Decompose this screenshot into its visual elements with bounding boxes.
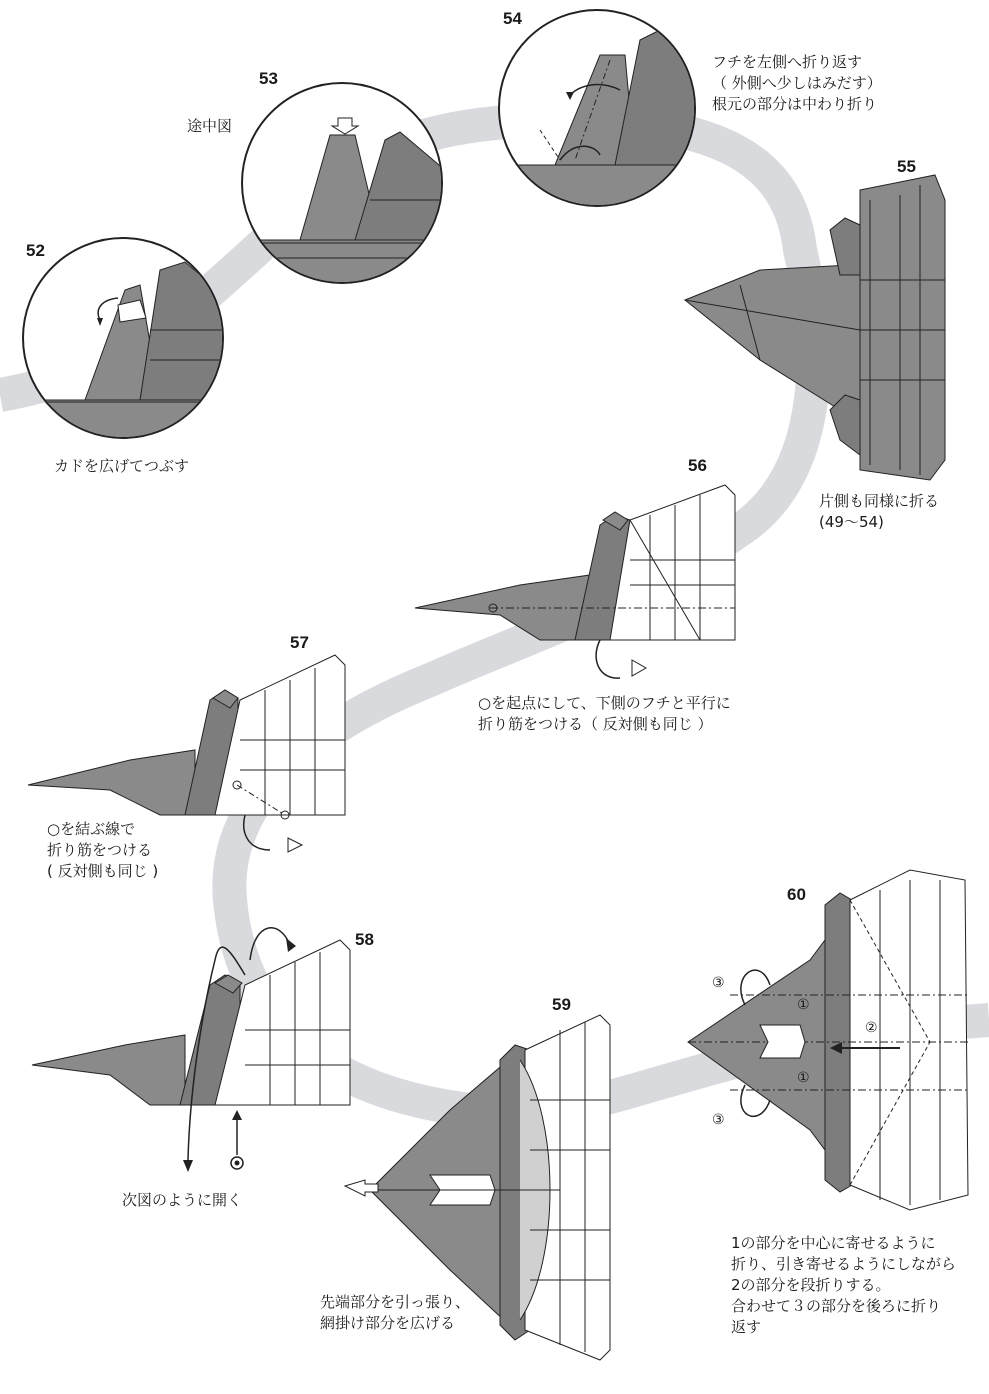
step-60-caption-line5: 返す <box>731 1318 762 1336</box>
step-60-caption-line4: 合わせて３の部分を後ろに折り <box>731 1297 942 1315</box>
step-60-caption-line2: 折り、引き寄せるようにしながら <box>731 1255 957 1273</box>
step-56-caption-line1: ○を起点にして、下側のフチと平行に <box>478 694 731 712</box>
marker-one-top: ① <box>797 997 810 1013</box>
marker-three-bottom: ③ <box>712 1112 725 1128</box>
step-number-52: 52 <box>26 241 45 260</box>
step-57-caption-line2: 折り筋をつける <box>47 841 153 859</box>
step-55-caption-line1: 片側も同様に折る <box>819 492 940 510</box>
step-52-caption: カドを広げてつぶす <box>54 457 190 475</box>
step-59-caption-line2: 網掛け部分を広げる <box>320 1314 456 1332</box>
step-number-58: 58 <box>355 930 374 949</box>
step-number-60: 60 <box>787 885 806 904</box>
step-60-caption-line1: 1の部分を中心に寄せるように <box>731 1234 936 1252</box>
step-54-figure <box>499 10 700 210</box>
step-58-caption: 次図のように開く <box>122 1191 243 1209</box>
marker-one-bottom: ① <box>797 1070 810 1086</box>
step-54-caption-line1: フチを左側へ折り返す <box>712 53 863 71</box>
step-54-caption-line2: （ 外側へ少しはみだす） <box>712 74 882 92</box>
step-55-caption-line2: (49～54) <box>819 513 884 531</box>
step-number-53: 53 <box>259 69 278 88</box>
step-59-caption-line1: 先端部分を引っ張り、 <box>320 1293 471 1311</box>
step-60-caption-line3: 2の部分を段折りする。 <box>731 1276 891 1294</box>
step-54-caption-line3: 根元の部分は中わり折り <box>712 95 878 113</box>
step-57-caption-line3: ( 反対側も同じ ) <box>47 862 159 880</box>
step-number-57: 57 <box>290 633 309 652</box>
step-57-caption-line1: ○を結ぶ線で <box>47 820 136 838</box>
step-53-caption: 途中図 <box>187 117 233 135</box>
step-52-figure <box>23 238 230 440</box>
step-58-figure <box>32 928 350 1172</box>
marker-three-top: ③ <box>712 975 725 991</box>
step-number-54: 54 <box>503 9 522 28</box>
step-number-56: 56 <box>688 456 707 475</box>
marker-two: ② <box>865 1020 878 1036</box>
step-56-caption-line2: 折り筋をつける（ 反対側も同じ ） <box>478 715 713 733</box>
step-number-55: 55 <box>897 157 916 176</box>
step-60-figure <box>688 870 968 1210</box>
step-number-59: 59 <box>552 995 571 1014</box>
